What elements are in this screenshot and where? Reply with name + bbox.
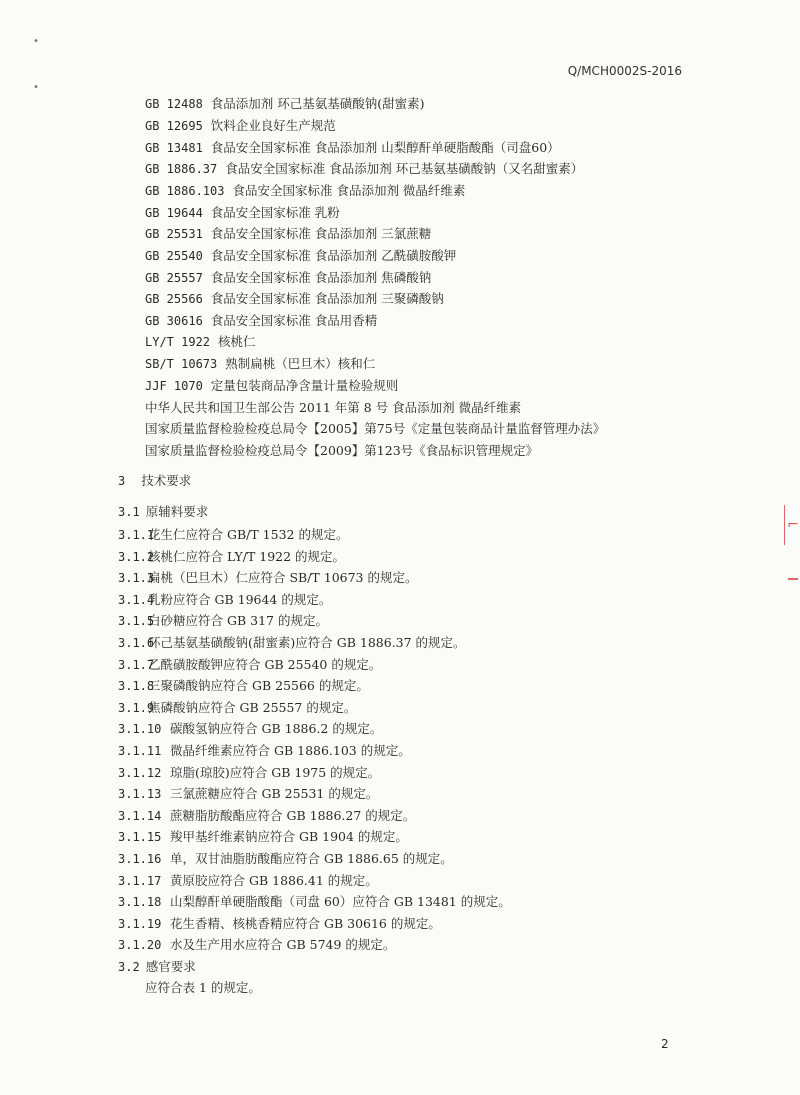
requirement-item: 3.1.18 山梨醇酐单硬脂酸酯（司盘 60）应符合 GB 13481 的规定。 (118, 894, 511, 909)
requirement-item: 3.1.6环己基氨基磺酸钠(甜蜜素)应符合 GB 1886.37 的规定。 (118, 635, 466, 650)
requirement-item: 3.1.2核桃仁应符合 LY/T 1922 的规定。 (118, 549, 346, 564)
requirement-item: 3.1.19 花生香精、核桃香精应符合 GB 30616 的规定。 (118, 916, 441, 931)
reference-item: GB 25566 食品安全国家标准 食品添加剂 三聚磷酸钠 (145, 291, 444, 306)
requirement-item: 3.1.5白砂糖应符合 GB 317 的规定。 (118, 613, 328, 628)
requirement-item: 3.1.17 黄原胶应符合 GB 1886.41 的规定。 (118, 873, 378, 888)
scan-artifact: • (33, 82, 39, 93)
requirement-item: 3.1.9焦磷酸钠应符合 GB 25557 的规定。 (118, 700, 357, 715)
requirement-item: 3.1.11 微晶纤维素应符合 GB 1886.103 的规定。 (118, 743, 411, 758)
requirement-item: 3.1.20 水及生产用水应符合 GB 5749 的规定。 (118, 937, 396, 952)
reference-item: JJF 1070 定量包装商品净含量计量检验规则 (145, 378, 399, 393)
reference-item: LY/T 1922 核桃仁 (145, 334, 256, 349)
regulation-item: 国家质量监督检验检疫总局令【2005】第75号《定量包装商品计量监督管理办法》 (145, 421, 606, 436)
requirement-item: 3.1.7乙酰磺胺酸钾应符合 GB 25540 的规定。 (118, 657, 382, 672)
requirement-item: 3.1.8三聚磷酸钠应符合 GB 25566 的规定。 (118, 678, 369, 693)
regulation-item: 国家质量监督检验检疫总局令【2009】第123号《食品标识管理规定》 (145, 443, 539, 458)
subsection-heading: 3.1 原辅料要求 (118, 504, 209, 519)
reference-item: SB/T 10673 熟制扁桃（巴旦木）核和仁 (145, 356, 376, 371)
reference-item: GB 30616 食品安全国家标准 食品用香精 (145, 313, 378, 328)
reference-item: GB 25557 食品安全国家标准 食品添加剂 焦磷酸钠 (145, 270, 432, 285)
page-number: 2 (661, 1037, 669, 1051)
requirement-item: 3.1.14 蔗糖脂肪酸酯应符合 GB 1886.27 的规定。 (118, 808, 416, 823)
reference-item: GB 12488 食品添加剂 环己基氨基磺酸钠(甜蜜素) (145, 96, 425, 111)
reference-item: GB 25531 食品安全国家标准 食品添加剂 三氯蔗糖 (145, 226, 432, 241)
reference-item: GB 13481 食品安全国家标准 食品添加剂 山梨醇酐单硬脂酸酯（司盘60） (145, 140, 560, 155)
reference-item: GB 25540 食品安全国家标准 食品添加剂 乙酰磺胺酸钾 (145, 248, 457, 263)
requirement-item: 3.1.10 碳酸氢钠应符合 GB 1886.2 的规定。 (118, 721, 383, 736)
reference-item: GB 12695 饮料企业良好生产规范 (145, 118, 336, 133)
seal-stamp-edge: ⌐ (784, 505, 800, 545)
requirement-item: 3.1.4乳粉应符合 GB 19644 的规定。 (118, 592, 332, 607)
requirement-item: 3.1.12 琼脂(琼胶)应符合 GB 1975 的规定。 (118, 765, 381, 780)
body-text: 应符合表 1 的规定。 (145, 980, 261, 995)
requirement-item: 3.1.16 单，双甘油脂肪酸酯应符合 GB 1886.65 的规定。 (118, 851, 453, 866)
section-heading: 3 技术要求 (118, 473, 192, 488)
requirement-item: 3.1.1花生仁应符合 GB/T 1532 的规定。 (118, 527, 349, 542)
requirement-item: 3.1.3扁桃（巴旦木）仁应符合 SB/T 10673 的规定。 (118, 570, 418, 585)
subsection-heading: 3.2 感官要求 (118, 959, 196, 974)
document-code: Q/MCH0002S-2016 (567, 64, 682, 78)
reference-item: GB 1886.37 食品安全国家标准 食品添加剂 环己基氨基磺酸钠（又名甜蜜素） (145, 161, 584, 176)
regulation-item: 中华人民共和国卫生部公告 2011 年第 8 号 食品添加剂 微晶纤维素 (145, 400, 522, 415)
reference-item: GB 1886.103 食品安全国家标准 食品添加剂 微晶纤维素 (145, 183, 466, 198)
seal-stamp-mark (788, 578, 798, 580)
reference-item: GB 19644 食品安全国家标准 乳粉 (145, 205, 340, 220)
requirement-item: 3.1.15 羧甲基纤维素钠应符合 GB 1904 的规定。 (118, 829, 408, 844)
scan-artifact: • (33, 36, 39, 47)
requirement-item: 3.1.13 三氯蔗糖应符合 GB 25531 的规定。 (118, 786, 379, 801)
